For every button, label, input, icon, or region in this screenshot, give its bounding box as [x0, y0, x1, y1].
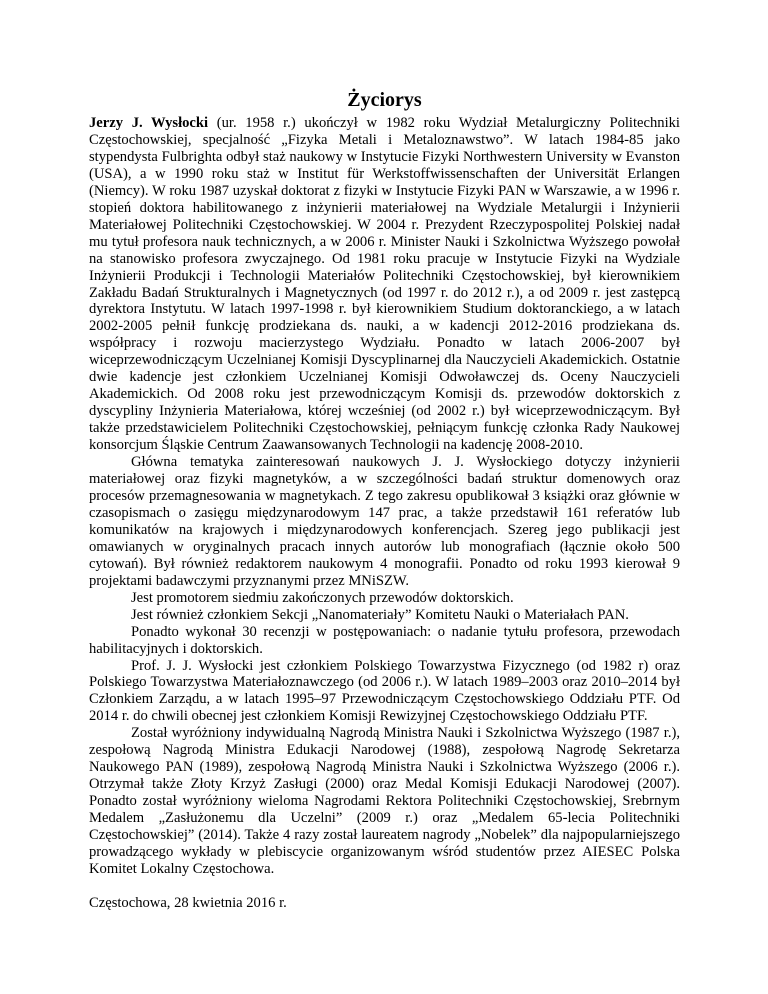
paragraph-biography-text: (ur. 1958 r.) ukończył w 1982 roku Wydział Metalurgiczny Politechniki Częstochowskiej, specjalność „Fizyka Metali i Metaloznawstwo”. W latach 1984-85 jako stypendysta Fulbrighta odbył staż naukowy w Instytucie Fizyki Northwestern University w Evanston (USA), a w 1990 roku staż w Institut für Werkstoffwissenschaften der Universität Erlangen (Niemcy). W roku 1987 uzyskał doktorat z fizyki w Instytucie Fizyki PAN w Warszawie, a w 1996 r. stopień doktora habilitowanego z inżynierii materiałowej na Wydziale Metalurgii i Inżynierii Materiałowej Politechniki Częstochowskiej. W 2004 r. Prezydent Rzeczypospolitej Polskiej nadał mu tytuł profesora nauk technicznych, a w 2006 r. Minister Nauki i Szkolnictwa Wyższego powołał na stanowisko profesora zwyczajnego. Od 1981 roku pracuje w Instytucie Fizyki na Wydziale Inżynierii Produkcji i Technologii Materiałów Politechniki Częstochowskiej, był kierownikiem Zakładu Badań Strukturalnych i Magnetycznych (od 1997 r. do 2012 r.), a od 2009 r. jest zastępcą dyrektora Instytutu. W latach 1997-1998 r. był kierownikiem Studium doktoranckiego, a w latach 2002-2005 pełnił funkcję prodziekana ds. nauki, a w kadencji 2012-2016 prodziekana ds. współpracy i rozwoju macierzystego Wydziału. Ponadto w latach 2006-2007 był wiceprzewodniczącym Uczelnianej Komisji Dyscyplinarnej dla Nauczycieli Akademickich. Ostatnie dwie kadencje jest członkiem Uczelnianej Komisji Odwoławczej ds. Oceny Nauczycieli Akademickich. Od 2008 roku jest przewodniczącym Komisji ds. przewodów doktorskich z dyscypliny Inżynieria Materiałowa, której wcześniej (od 2002 r.) był wiceprzewodniczącym. Był także przedstawicielem Politechniki Częstochowskiej, pełniącym funkcję członka Rady Naukowej konsorcjum Śląskie Centrum Zaawansowanych Technologii na kadencję 2008-2010.	[89, 115, 680, 454]
paragraph-reviews: Ponadto wykonał 30 recenzji w postępowaniach: o nadanie tytułu profesora, przewodach habilitacyjnych i doktorskich.	[89, 623, 680, 657]
paragraph-biography	[89, 115, 680, 454]
document-page	[89, 88, 680, 912]
paragraph-societies: Prof. J. J. Wysłocki jest członkiem Polskiego Towarzystwa Fizycznego (od 1982 r) oraz Polskiego Towarzystwa Materiałoznawczego (od 2006 r.). W latach 1989–2003 oraz 2010–2014 był Członkiem Zarządu, a w latach 1995–97 Przewodniczącym Częstochowskiego Oddziału PTF. Od 2014 r. do chwili obecnej jest członkiem Komisji Rewizyjnej Częstochowskiego Oddziału PTF.	[89, 657, 680, 725]
paragraph-awards: Został wyróżniony indywidualną Nagrodą Ministra Nauki i Szkolnictwa Wyższego (1987 r.), zespołową Nagrodą Ministra Edukacji Narodowej (1988), zespołową Nagrodę Sekretarza Naukowego PAN (1989), zespołową Nagrodą Ministra Nauki i Szkolnictwa Wyższego (2006 r.). Otrzymał także Złoty Krzyż Zasługi (2000) oraz Medal Komisji Edukacji Narodowej (2007). Ponadto został wyróżniony wieloma Nagrodami Rektora Politechniki Częstochowskiej, Srebrnym Medalem „Zasłużonemu dla Uczelni” (2009 r.) oraz „Medalem 65-lecia Politechniki Częstochowskiej” (2014). Także 4 razy został laureatem nagrody „Nobelek” dla najpopularniejszego prowadzącego wykłady w plebiscycie organizowanym wśród studentów przez AIESEC Polska Komitet Lokalny Częstochowa.	[89, 725, 680, 877]
document-title: Życiorys	[347, 89, 422, 111]
paragraph-section-membership: Jest również członkiem Sekcji „Nanomateriały” Komitetu Nauki o Materiałach PAN.	[131, 606, 629, 623]
paragraph-promoter: Jest promotorem siedmiu zakończonych przewodów doktorskich.	[131, 589, 514, 606]
person-name: Jerzy J. Wysłocki	[89, 115, 209, 131]
paragraph-research: Główna tematyka zainteresowań naukowych J. J. Wysłockiego dotyczy inżynierii materiałowej oraz fizyki magnetyków, a w szczególności badań struktur domenowych oraz procesów przemagnesowania w magnetykach. Z tego zakresu opublikował 3 książki oraz głównie w czasopismach o zasięgu międzynarodowym 147 prac, a także przedstawił 161 referatów lub komunikatów na krajowych i międzynarodowych konferencjach. Szereg jego publikacji jest omawianych w oryginalnych pracach innych autorów lub monografiach (łącznie około 500 cytowań). Był również redaktorem naukowym 4 monografii. Ponadto od roku 1993 kierował 9 projektami badawczymi przyznanymi przez MNiSZW.	[89, 454, 680, 589]
closing-place-date: Częstochowa, 28 kwietnia 2016 r.	[89, 894, 287, 911]
